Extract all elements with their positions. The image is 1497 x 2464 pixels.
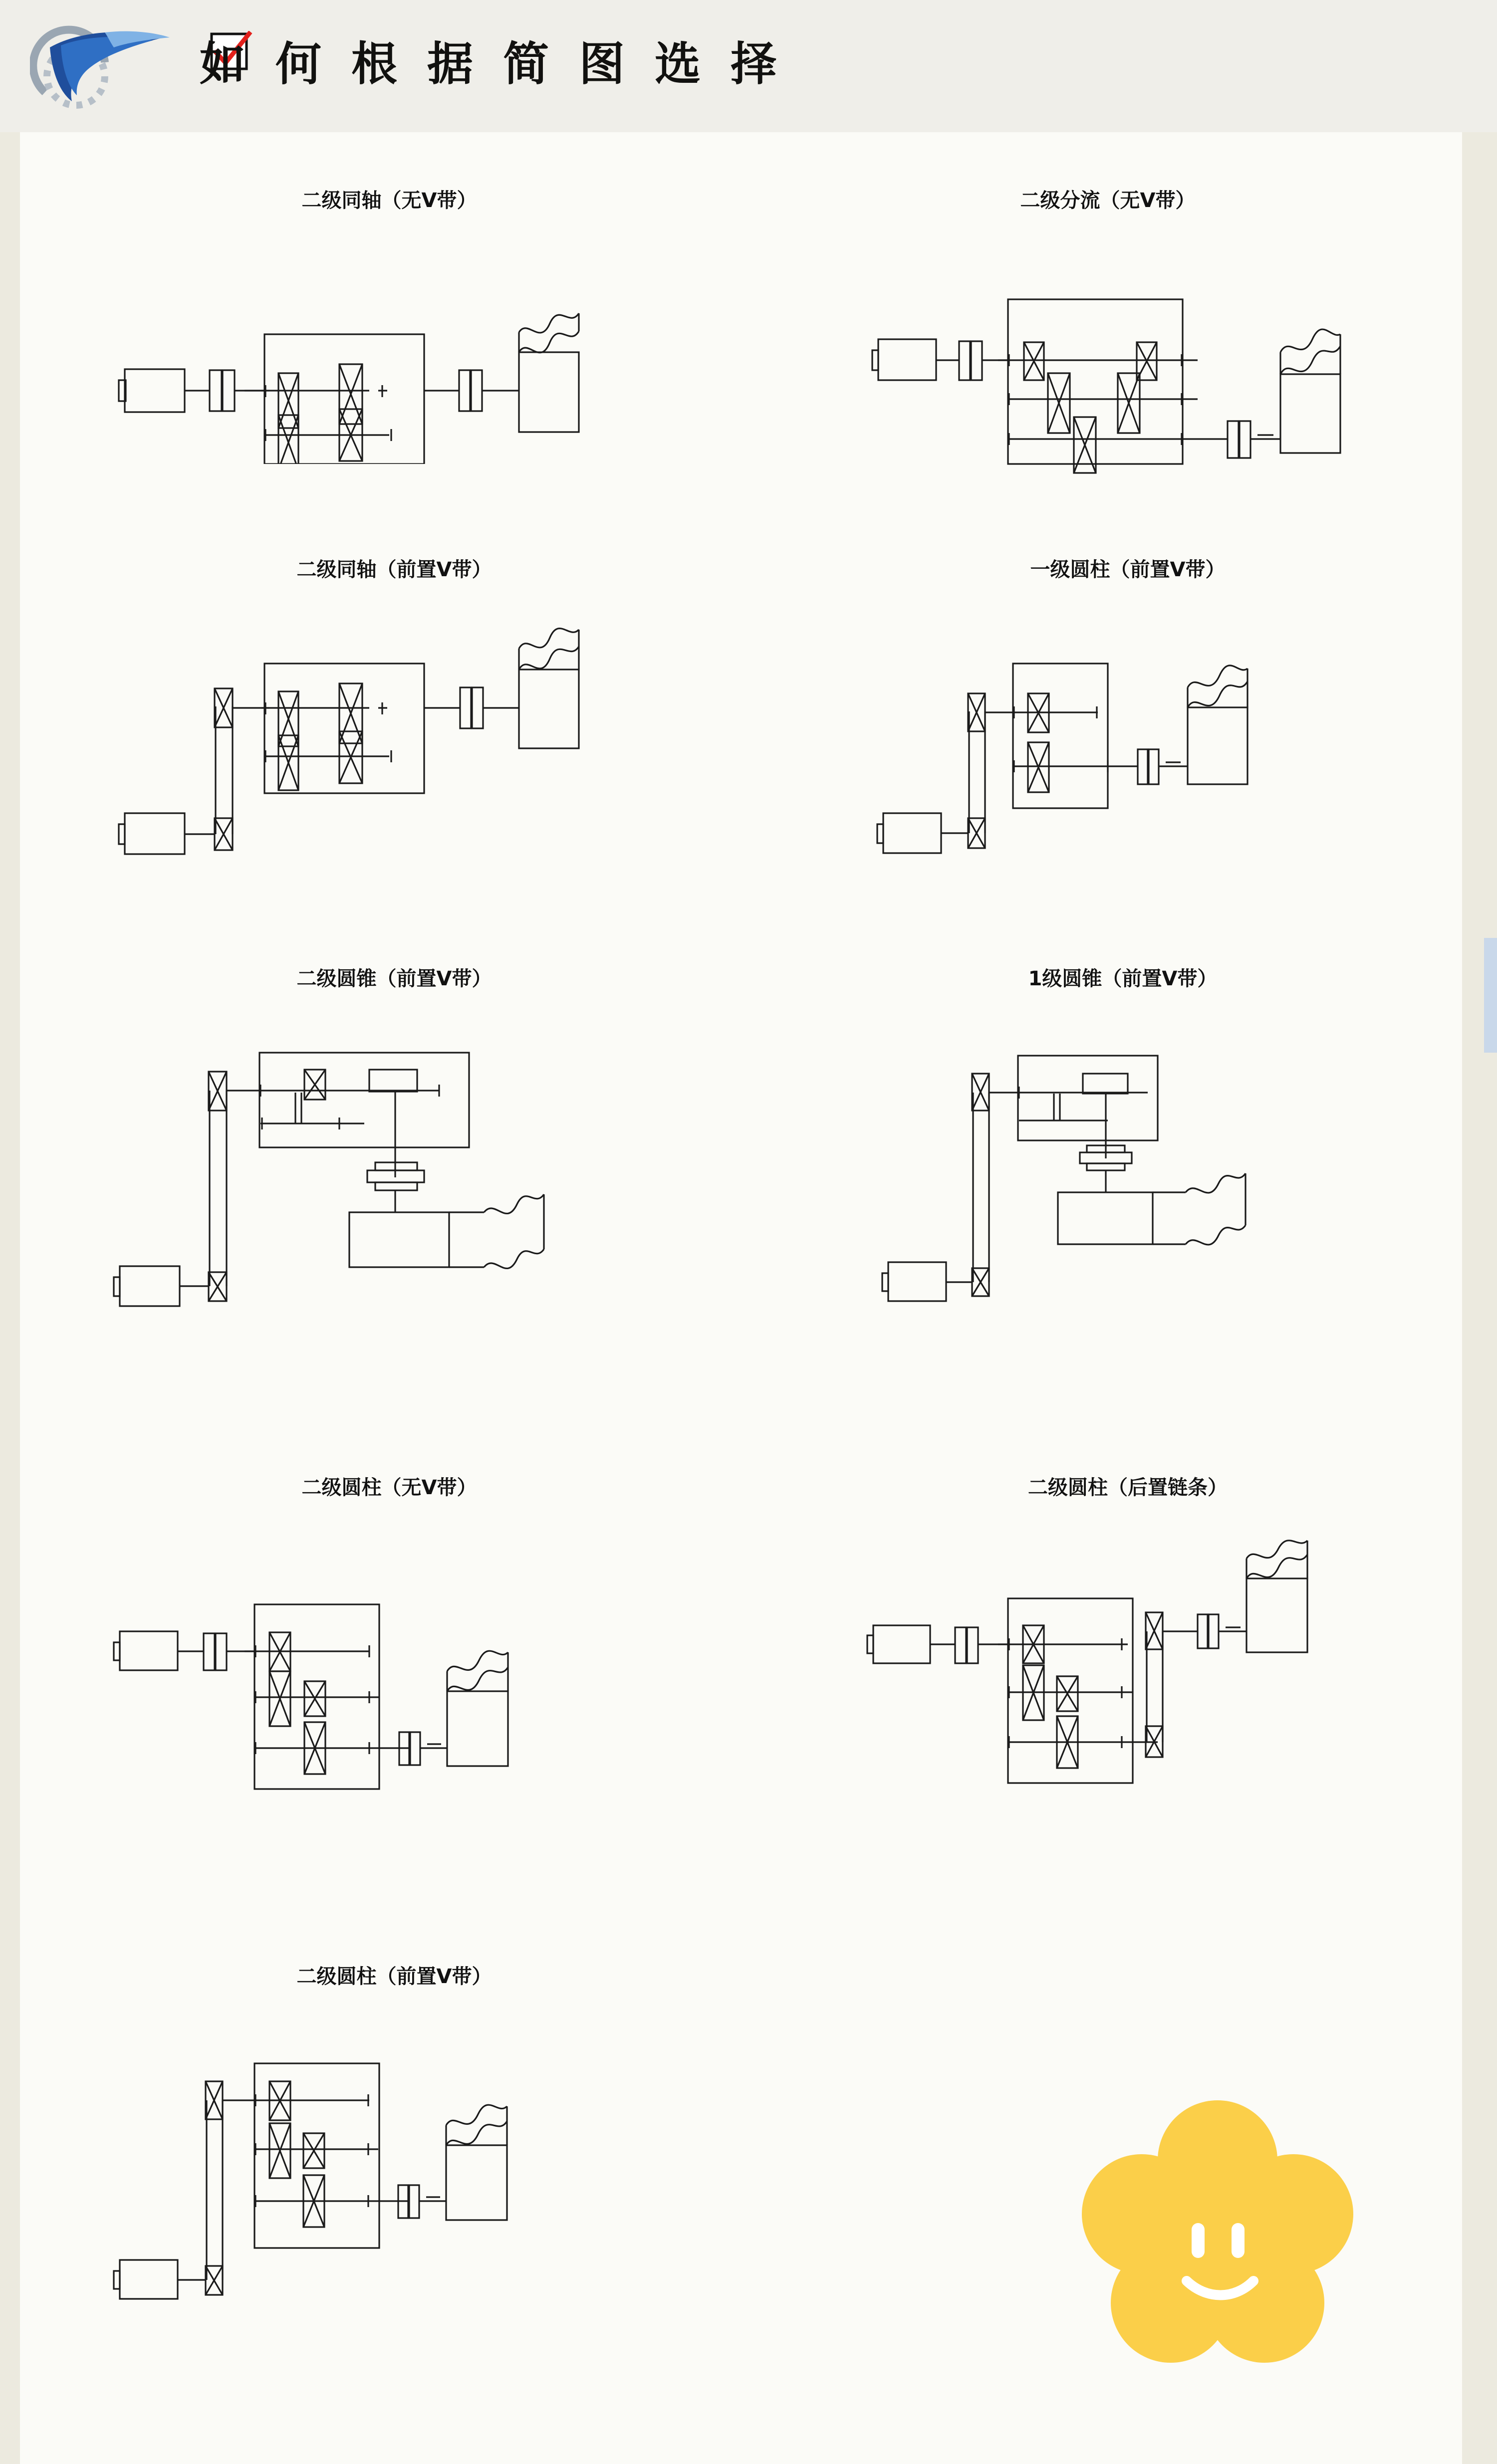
diagram-figure [90,609,679,888]
diagram-figure [90,1028,729,1347]
page-title: 如 何 根 据 简 图 选 择 [200,37,784,91]
page-edge-left [0,0,20,2464]
diagram-two-stage-coaxial-front-vbelt [90,554,679,903]
diagram-figure [848,1028,1487,1347]
diagram-one-stage-bevel-front-vbelt [848,963,1487,1377]
diagram-caption: 二级圆柱（后置链条） [1028,1476,1228,1499]
diagram-two-stage-split-no-vbelt [848,185,1437,494]
diagram-two-stage-coaxial-no-vbelt [90,185,679,474]
diagram-caption: 二级圆柱（无V带） [301,1476,477,1499]
diagram-caption: 二级圆锥（前置V带） [296,967,492,990]
diagram-two-stage-bevel-front-vbelt [90,963,729,1377]
diagram-two-stage-cylindrical-front-vbelt [90,1961,729,2400]
diagram-two-stage-cylindrical-no-vbelt [90,1472,729,1871]
diagram-caption: 二级圆柱（前置V带） [296,1965,492,1988]
diagram-caption: 1级圆锥（前置V带） [1028,967,1218,990]
diagram-figure [848,239,1437,489]
smiling-flower-sticker [1063,2085,1372,2395]
diagram-caption: 二级分流（无V带） [1020,189,1196,212]
diagram-caption: 二级同轴（前置V带） [296,558,492,581]
diagram-caption: 二级同轴（无V带） [301,189,477,212]
diagram-one-stage-cylindrical-front-vbelt [848,554,1437,903]
diagram-caption: 一级圆柱（前置V带） [1030,558,1226,581]
diagram-figure [848,1537,1487,1846]
diagram-figure [90,2025,729,2375]
diagram-figure [90,239,679,464]
diagram-figure [848,609,1437,888]
diagram-figure [90,1537,729,1846]
swirl-gear-logo [30,17,180,117]
diagram-two-stage-cylindrical-rear-chain [848,1472,1487,1871]
page-header [0,0,1497,132]
